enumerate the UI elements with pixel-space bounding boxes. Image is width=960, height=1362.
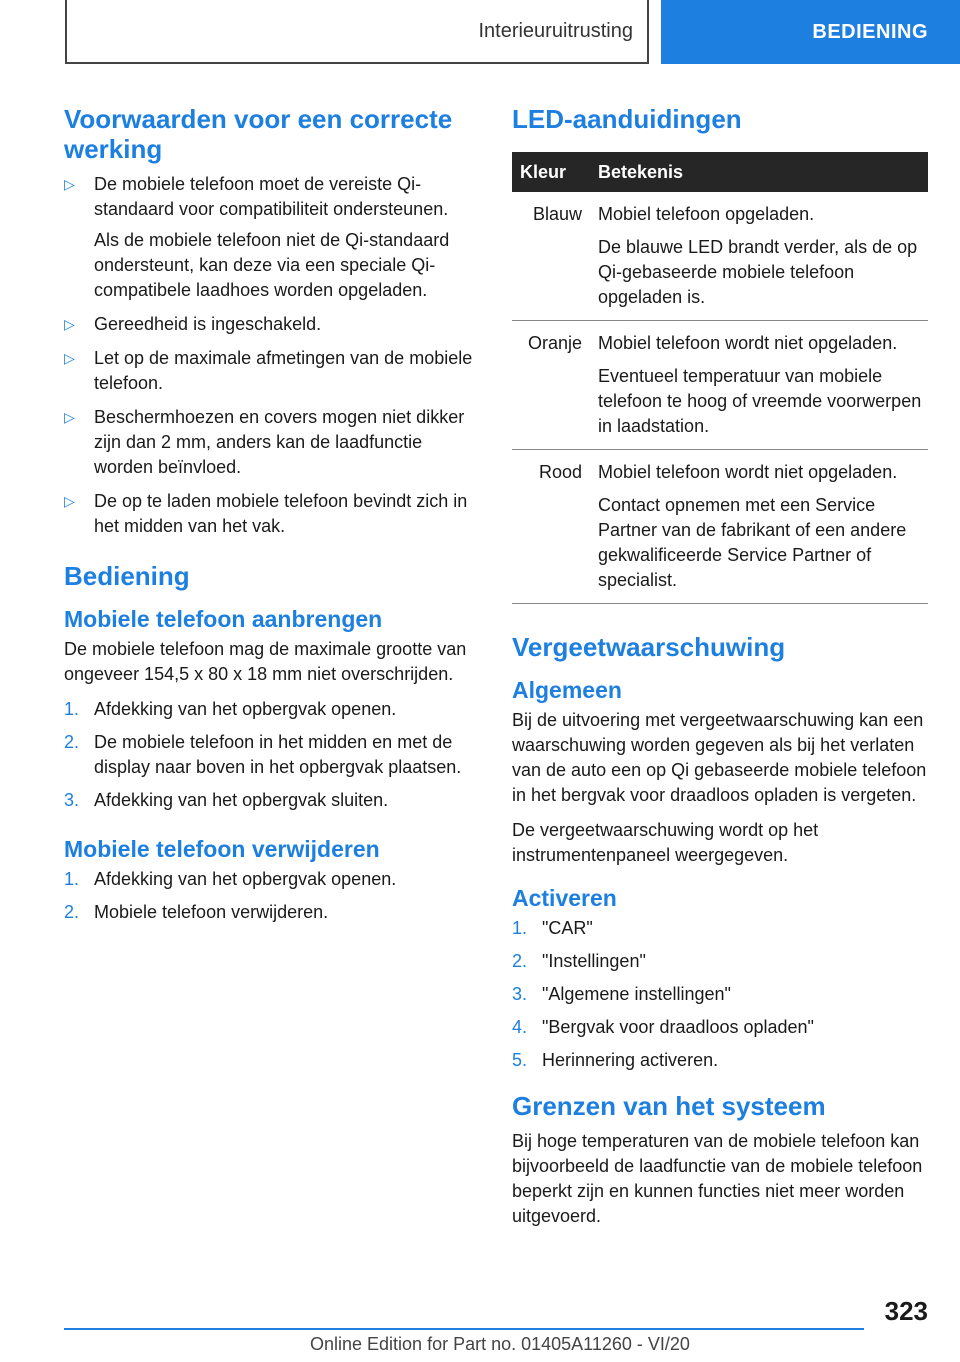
left-column <box>64 104 480 941</box>
heading-vergeetwaarschuwing: Vergeetwaarschuwing <box>512 632 786 662</box>
triangle-bullet-icon: ▷ <box>64 350 75 366</box>
led-meaning: Mobiel telefoon opgeladen. De blauwe LED brandt verder, als de op Qi-gebaseerde mobiele telefoon opgeladen is. <box>590 192 928 321</box>
table-row <box>512 450 928 604</box>
aanbrengen-text: De mobiele telefoon mag de maximale grootte van ongeveer 154,5 x 80 x 18 mm niet overschrijden. <box>64 639 467 684</box>
verwijderen-steps <box>64 867 480 925</box>
led-meaning: Mobiel telefoon wordt niet opgeladen. Eventueel temperatuur van mobiele telefoon te hoog of vreemde voorwerpen in laadstation. <box>590 321 928 450</box>
table-row <box>512 192 928 321</box>
list-item: 3. "Algemene instellingen" <box>512 984 731 1004</box>
list-item: 3. Afdekking van het opbergvak sluiten. <box>64 790 389 810</box>
condition-text: Gereedheid is ingeschakeld. <box>94 314 322 334</box>
triangle-bullet-icon: ▷ <box>64 316 75 332</box>
list-item <box>64 346 480 396</box>
led-table <box>512 152 928 604</box>
edition-text: Online Edition for Part no. 01405A11260 - VI/20 <box>310 1334 690 1354</box>
subheading-activeren: Activeren <box>512 885 617 911</box>
triangle-bullet-icon: ▷ <box>64 176 75 192</box>
list-item: 1. Afdekking van het opbergvak openen. <box>64 869 397 889</box>
conditions-list <box>64 172 480 539</box>
list-item: 2. De mobiele telefoon in het midden en met de display naar boven in het opbergvak plaatsen. <box>64 732 462 777</box>
table-row <box>512 321 928 450</box>
condition-text: De mobiele telefoon moet de vereiste Qi-standaard voor compatibiliteit ondersteunen. <box>94 174 449 219</box>
algemeen-text-2: De vergeetwaarschuwing wordt op het instrumentenpaneel weergegeven. <box>512 820 819 865</box>
header-section-label: Interieuruitrusting <box>478 19 633 42</box>
list-item <box>64 489 480 539</box>
subheading-algemeen: Algemeen <box>512 677 622 703</box>
led-color: Oranje <box>512 321 590 450</box>
list-item: 4. "Bergvak voor draadloos opladen" <box>512 1017 814 1037</box>
aanbrengen-steps <box>64 697 480 813</box>
led-color: Rood <box>512 450 590 604</box>
grenzen-text: Bij hoge temperaturen van de mobiele telefoon kan bijvoorbeeld de laadfunctie van de mobiele telefoon beperkt zijn en kunnen functies niet meer worden uitgevoerd. <box>512 1131 923 1226</box>
table-header-kleur: Kleur <box>512 152 590 192</box>
condition-text: Beschermhoezen en covers mogen niet dikker zijn dan 2 mm, anders kan de laadfunctie worden beïnvloed. <box>94 407 465 477</box>
triangle-bullet-icon: ▷ <box>64 493 75 509</box>
list-item <box>64 405 480 480</box>
header-section <box>65 0 649 64</box>
footer-divider <box>64 1328 864 1330</box>
table-header-betekenis: Betekenis <box>590 152 928 192</box>
condition-text: Let op de maximale afmetingen van de mobiele telefoon. <box>94 348 473 393</box>
condition-text: De op te laden mobiele telefoon bevindt zich in het midden van het vak. <box>94 491 468 536</box>
list-item: 2. "Instellingen" <box>512 951 646 971</box>
list-item: 2. Mobiele telefoon verwijderen. <box>64 902 329 922</box>
led-color: Blauw <box>512 192 590 321</box>
led-meaning: Mobiel telefoon wordt niet opgeladen. Contact opnemen met een Service Partner van de fabrikant of een andere gekwalificeerde Service Partner of specialist. <box>590 450 928 604</box>
header-chapter-tab[interactable] <box>661 0 960 64</box>
subheading-verwijderen: Mobiele telefoon verwijderen <box>64 836 380 862</box>
list-item: 1. "CAR" <box>512 918 593 938</box>
activeren-steps <box>512 916 928 1073</box>
list-item: 1. Afdekking van het opbergvak openen. <box>64 699 397 719</box>
heading-led: LED-aanduidingen <box>512 104 742 134</box>
list-item <box>64 312 480 337</box>
subheading-aanbrengen: Mobiele telefoon aanbrengen <box>64 606 383 632</box>
right-column <box>512 104 928 1239</box>
heading-bediening: Bediening <box>64 561 190 591</box>
list-item: 5. Herinnering activeren. <box>512 1050 719 1070</box>
heading-voorwaarden: Voorwaarden voor een correcte werking <box>64 104 453 164</box>
header-chapter-label: BEDIENING <box>812 20 928 43</box>
algemeen-text-1: Bij de uitvoering met vergeetwaarschuwing kan een waarschuwing worden gegeven als bij het verlaten van de auto een op Qi gebaseerde mobiele telefoon in het bergvak voor draadloos opladen is vergeten. <box>512 710 927 805</box>
triangle-bullet-icon: ▷ <box>64 409 75 425</box>
condition-extra: Als de mobiele telefoon niet de Qi-standaard ondersteunt, kan deze via een speciale Qi-compatibele laadhoes worden opgeladen. <box>94 230 450 300</box>
list-item <box>64 172 480 303</box>
heading-grenzen: Grenzen van het systeem <box>512 1091 826 1121</box>
page-number: 323 <box>884 1296 928 1326</box>
